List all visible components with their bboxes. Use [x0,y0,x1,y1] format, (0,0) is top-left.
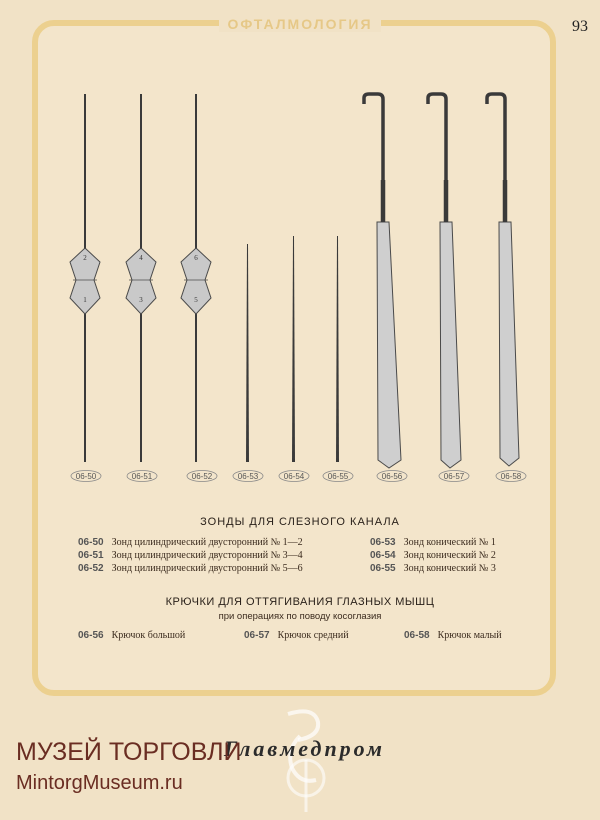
probe-06-53 [246,244,249,462]
watermark-museum-title: МУЗЕЙ ТОРГОВЛИ [16,738,242,766]
probe-06-50 [70,94,100,462]
probe-06-55 [336,236,339,462]
section-title-probes: ЗОНДЫ ДЛЯ СЛЕЗНОГО КАНАЛА [200,516,400,528]
list-item: 06-54 Зонд конический № 2 [370,550,496,561]
brand-logo: Главмедпром [224,736,385,761]
list-item: 06-55 Зонд конический № 3 [370,563,496,574]
list-item: 06-53 Зонд конический № 1 [370,537,496,548]
label-06-55: 06-55 [327,472,349,481]
list-item: 06-58 Крючок малый [404,630,502,641]
svg-text:1: 1 [83,296,87,304]
svg-text:5: 5 [194,296,198,304]
section-subtitle-hooks: при операциях по поводу косоглазия [218,611,382,622]
section-header: ОФТАЛМОЛОГИЯ [0,16,600,32]
watermark-museum-url: MintorgMuseum.ru [16,772,183,794]
hook-06-56 [364,94,401,468]
hook-06-57 [428,94,461,468]
label-06-58: 06-58 [500,472,522,481]
list-item: 06-57 Крючок средний [244,630,349,641]
svg-text:4: 4 [139,254,143,262]
svg-text:3: 3 [139,296,143,304]
svg-text:2: 2 [83,254,87,262]
label-06-52: 06-52 [191,472,213,481]
svg-text:6: 6 [194,254,198,262]
page-number: 93 [572,18,588,35]
section-title-hooks: КРЮЧКИ ДЛЯ ОТТЯГИВАНИЯ ГЛАЗНЫХ МЫШЦ [165,596,435,608]
hook-06-58 [487,94,519,466]
instrument-labels [71,471,526,482]
list-item: 06-56 Крючок большой [78,630,186,641]
probe-06-54 [292,236,295,462]
label-06-50: 06-50 [75,472,97,481]
list-item: 06-50 Зонд цилиндрический двусторонний № 1—2 [78,537,303,548]
list-item: 06-51 Зонд цилиндрический двусторонний № 3—4 [78,550,303,561]
label-06-56: 06-56 [381,472,403,481]
label-06-51: 06-51 [131,472,153,481]
label-06-57: 06-57 [443,472,465,481]
probe-06-51 [126,94,156,462]
label-06-54: 06-54 [283,472,305,481]
probe-06-52 [181,94,211,462]
label-06-53: 06-53 [237,472,259,481]
list-item: 06-52 Зонд цилиндрический двусторонний № 5—6 [78,563,303,574]
